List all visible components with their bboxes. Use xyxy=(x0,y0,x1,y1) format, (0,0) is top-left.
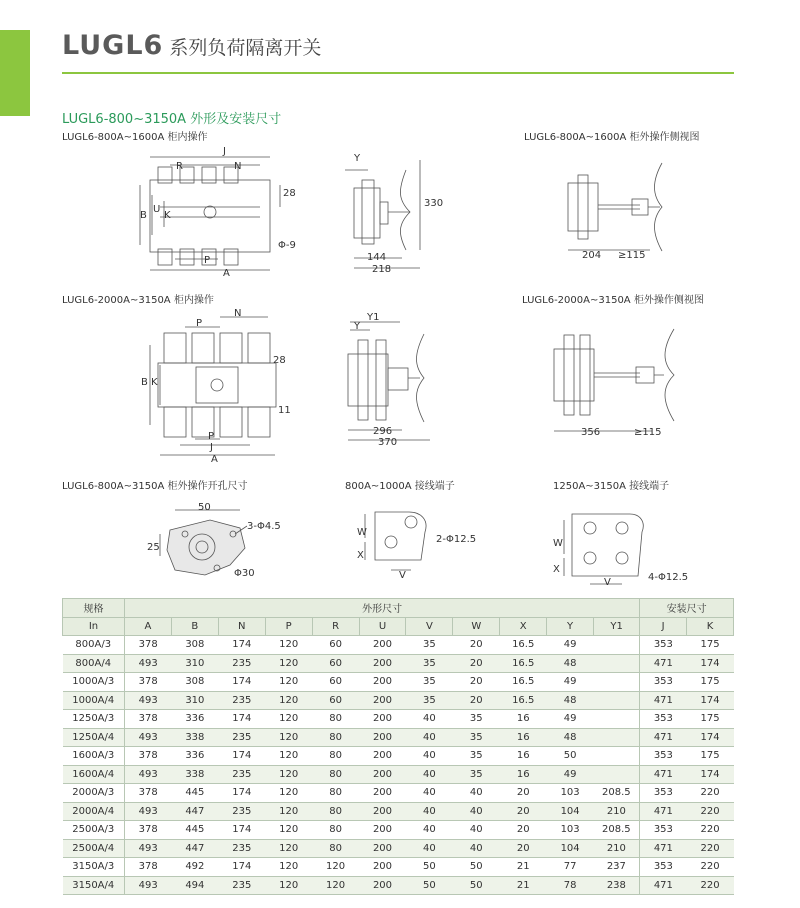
fig1-label-A: A xyxy=(223,268,230,279)
table-cell: 120 xyxy=(265,710,312,729)
table-cell: 120 xyxy=(265,673,312,692)
table-cell: 471 xyxy=(640,876,687,895)
table-cell: 338 xyxy=(171,765,218,784)
column-header-w: W xyxy=(453,617,500,636)
table-cell: 238 xyxy=(594,876,640,895)
table-cell: 1000A/4 xyxy=(63,691,125,710)
table-cell: 235 xyxy=(218,876,265,895)
fig7-caption: LUGL6-800A~3150A 柜外操作开孔尺寸 xyxy=(62,481,248,492)
table-cell: 60 xyxy=(312,636,359,655)
fig1-label-R: R xyxy=(176,161,183,172)
table-cell: 50 xyxy=(406,876,453,895)
table-cell: 174 xyxy=(218,636,265,655)
table-cell: 49 xyxy=(547,673,594,692)
table-cell: 120 xyxy=(265,802,312,821)
table-cell: 16 xyxy=(500,728,547,747)
table-row xyxy=(63,765,734,784)
dimension-table xyxy=(62,598,734,895)
table-cell: 336 xyxy=(171,747,218,766)
table-cell: 200 xyxy=(359,765,406,784)
table-cell: 493 xyxy=(125,876,172,895)
fig5-label-296: 296 xyxy=(373,426,393,437)
table-row xyxy=(63,654,734,673)
table-cell: 120 xyxy=(265,636,312,655)
green-side-tab xyxy=(0,30,30,116)
fig8-label-X: X xyxy=(357,550,364,561)
table-cell xyxy=(594,691,640,710)
column-header-k: K xyxy=(687,617,734,636)
table-group-header-row xyxy=(63,599,734,618)
table-row xyxy=(63,747,734,766)
table-cell: 174 xyxy=(218,821,265,840)
column-header-x: X xyxy=(500,617,547,636)
fig1-label-K: K xyxy=(164,210,171,221)
table-cell: 493 xyxy=(125,691,172,710)
table-cell: 40 xyxy=(453,821,500,840)
fig8-terminal-drawing xyxy=(355,498,435,583)
table-cell: 16.5 xyxy=(500,654,547,673)
table-cell: 40 xyxy=(453,784,500,803)
table-cell: 60 xyxy=(312,654,359,673)
table-cell: 235 xyxy=(218,802,265,821)
fig8-caption: 800A~1000A 接线端子 xyxy=(345,481,455,492)
table-cell: 2000A/4 xyxy=(63,802,125,821)
fig1-label-J: J xyxy=(223,146,226,157)
table-cell: 174 xyxy=(218,784,265,803)
fig7-label-phi30: Φ30 xyxy=(234,568,255,579)
table-cell: 471 xyxy=(640,654,687,673)
table-cell: 104 xyxy=(547,839,594,858)
table-cell: 493 xyxy=(125,765,172,784)
table-cell xyxy=(594,654,640,673)
table-cell: 40 xyxy=(406,802,453,821)
table-cell: 20 xyxy=(453,654,500,673)
fig1-label-B: B xyxy=(140,210,147,221)
table-cell xyxy=(594,765,640,784)
table-cell: 494 xyxy=(171,876,218,895)
fig4-label-28: 28 xyxy=(273,355,286,366)
table-cell: 493 xyxy=(125,802,172,821)
table-row xyxy=(63,876,734,895)
table-cell: 120 xyxy=(265,691,312,710)
table-cell: 378 xyxy=(125,858,172,877)
table-cell: 40 xyxy=(406,728,453,747)
page-title xyxy=(62,30,321,66)
table-cell: 120 xyxy=(265,876,312,895)
table-cell: 20 xyxy=(500,802,547,821)
fig3-outside-side-view-drawing xyxy=(560,155,690,265)
table-cell: 338 xyxy=(171,728,218,747)
table-cell: 35 xyxy=(453,710,500,729)
table-cell: 378 xyxy=(125,636,172,655)
fig3-label-204: 204 xyxy=(582,250,602,261)
fig1-label-P: P xyxy=(204,255,211,266)
table-cell: 493 xyxy=(125,654,172,673)
fig4-label-N: N xyxy=(234,308,242,319)
fig8-label-V: V xyxy=(399,570,406,581)
column-header-y: Y xyxy=(547,617,594,636)
table-cell: 208.5 xyxy=(594,821,640,840)
table-cell: 16 xyxy=(500,710,547,729)
table-cell: 235 xyxy=(218,654,265,673)
table-cell: 20 xyxy=(453,636,500,655)
table-cell: 174 xyxy=(687,654,734,673)
table-cell: 1000A/3 xyxy=(63,673,125,692)
table-cell: 210 xyxy=(594,802,640,821)
column-header-u: U xyxy=(359,617,406,636)
table-cell: 20 xyxy=(500,784,547,803)
table-cell: 800A/4 xyxy=(63,654,125,673)
table-cell: 175 xyxy=(687,636,734,655)
table-cell: 378 xyxy=(125,784,172,803)
table-column-header-row xyxy=(63,617,734,636)
table-cell: 378 xyxy=(125,710,172,729)
fig5-label-Y1: Y1 xyxy=(367,312,380,323)
table-cell: 200 xyxy=(359,728,406,747)
fig6-label-356: 356 xyxy=(581,427,601,438)
fig4-label-P: P xyxy=(196,318,203,329)
fig4-caption: LUGL6-2000A~3150A 柜内操作 xyxy=(62,295,214,306)
table-cell: 60 xyxy=(312,691,359,710)
table-row xyxy=(63,802,734,821)
table-cell: 16 xyxy=(500,765,547,784)
table-cell: 378 xyxy=(125,673,172,692)
table-cell: 200 xyxy=(359,802,406,821)
table-cell: 120 xyxy=(265,784,312,803)
table-cell: 308 xyxy=(171,673,218,692)
table-cell: 235 xyxy=(218,839,265,858)
table-row xyxy=(63,858,734,877)
table-cell: 120 xyxy=(312,858,359,877)
table-cell: 120 xyxy=(265,765,312,784)
table-cell: 80 xyxy=(312,728,359,747)
table-cell: 35 xyxy=(406,654,453,673)
table-cell: 174 xyxy=(687,728,734,747)
fig9-label-4phi125: 4-Φ12.5 xyxy=(648,572,689,583)
table-cell: 210 xyxy=(594,839,640,858)
table-cell: 220 xyxy=(687,821,734,840)
fig4-label-P-bottom: P xyxy=(208,431,215,442)
table-cell: 336 xyxy=(171,710,218,729)
table-cell: 200 xyxy=(359,784,406,803)
table-cell: 200 xyxy=(359,654,406,673)
table-cell xyxy=(594,747,640,766)
table-cell: 50 xyxy=(406,858,453,877)
table-cell: 310 xyxy=(171,691,218,710)
table-cell: 35 xyxy=(406,691,453,710)
table-cell: 200 xyxy=(359,673,406,692)
table-cell: 493 xyxy=(125,839,172,858)
column-header-y1: Y1 xyxy=(594,617,640,636)
column-header-p: P xyxy=(265,617,312,636)
table-cell: 220 xyxy=(687,858,734,877)
table-cell: 80 xyxy=(312,747,359,766)
table-cell: 20 xyxy=(453,691,500,710)
table-cell: 200 xyxy=(359,710,406,729)
table-cell: 80 xyxy=(312,765,359,784)
fig7-label-50: 50 xyxy=(198,502,211,513)
table-cell: 80 xyxy=(312,710,359,729)
table-cell: 120 xyxy=(265,747,312,766)
fig3-label-115: ≥115 xyxy=(618,250,646,261)
table-cell: 175 xyxy=(687,710,734,729)
table-cell: 120 xyxy=(265,839,312,858)
table-cell: 49 xyxy=(547,710,594,729)
fig5-label-370: 370 xyxy=(378,437,398,448)
table-cell: 78 xyxy=(547,876,594,895)
column-header-n: N xyxy=(218,617,265,636)
table-cell: 471 xyxy=(640,802,687,821)
fig4-label-11: 11 xyxy=(278,405,291,416)
table-cell: 35 xyxy=(453,765,500,784)
table-cell: 445 xyxy=(171,784,218,803)
table-cell: 40 xyxy=(453,839,500,858)
column-header-v: V xyxy=(406,617,453,636)
table-cell: 174 xyxy=(687,765,734,784)
table-cell: 103 xyxy=(547,784,594,803)
table-cell: 20 xyxy=(500,839,547,858)
table-cell: 2000A/3 xyxy=(63,784,125,803)
table-cell: 1600A/4 xyxy=(63,765,125,784)
fig2-label-Y: Y xyxy=(354,153,361,164)
fig9-label-V: V xyxy=(604,577,611,588)
table-cell: 235 xyxy=(218,765,265,784)
fig8-label-W: W xyxy=(357,527,367,538)
table-row xyxy=(63,728,734,747)
table-cell: 471 xyxy=(640,839,687,858)
table-row xyxy=(63,673,734,692)
table-cell: 80 xyxy=(312,821,359,840)
table-cell: 174 xyxy=(218,673,265,692)
table-cell: 1600A/3 xyxy=(63,747,125,766)
table-cell xyxy=(594,710,640,729)
table-cell: 308 xyxy=(171,636,218,655)
fig4-front-view-drawing xyxy=(140,305,290,465)
table-cell: 471 xyxy=(640,728,687,747)
table-cell: 40 xyxy=(453,802,500,821)
table-cell: 50 xyxy=(547,747,594,766)
table-cell: 493 xyxy=(125,728,172,747)
table-cell: 48 xyxy=(547,654,594,673)
table-cell: 200 xyxy=(359,636,406,655)
fig9-label-X: X xyxy=(553,564,560,575)
table-cell: 16.5 xyxy=(500,691,547,710)
table-cell xyxy=(594,728,640,747)
table-cell: 353 xyxy=(640,636,687,655)
table-cell: 800A/3 xyxy=(63,636,125,655)
fig6-caption: LUGL6-2000A~3150A 柜外操作侧视图 xyxy=(522,295,704,306)
table-row xyxy=(63,839,734,858)
table-cell: 353 xyxy=(640,784,687,803)
column-header-r: R xyxy=(312,617,359,636)
table-cell: 174 xyxy=(218,747,265,766)
table-cell: 40 xyxy=(406,821,453,840)
table-cell: 35 xyxy=(406,673,453,692)
table-cell: 120 xyxy=(265,728,312,747)
table-cell: 310 xyxy=(171,654,218,673)
table-cell: 200 xyxy=(359,747,406,766)
table-cell: 175 xyxy=(687,673,734,692)
table-row xyxy=(63,784,734,803)
table-cell: 60 xyxy=(312,673,359,692)
fig1-label-28: 28 xyxy=(283,188,296,199)
table-cell: 1250A/4 xyxy=(63,728,125,747)
table-cell: 1250A/3 xyxy=(63,710,125,729)
table-cell: 353 xyxy=(640,710,687,729)
table-cell: 80 xyxy=(312,784,359,803)
table-cell: 200 xyxy=(359,821,406,840)
table-cell: 120 xyxy=(265,654,312,673)
title-divider xyxy=(62,72,734,74)
table-cell: 175 xyxy=(687,747,734,766)
fig7-label-25: 25 xyxy=(147,542,160,553)
table-cell: 16 xyxy=(500,747,547,766)
fig7-cutout-drawing xyxy=(145,500,275,590)
table-cell: 235 xyxy=(218,728,265,747)
table-cell: 3150A/4 xyxy=(63,876,125,895)
table-cell: 21 xyxy=(500,858,547,877)
table-cell: 174 xyxy=(218,858,265,877)
column-header-in: In xyxy=(63,617,125,636)
table-cell: 200 xyxy=(359,876,406,895)
table-cell: 378 xyxy=(125,747,172,766)
table-cell: 174 xyxy=(218,710,265,729)
table-cell: 120 xyxy=(312,876,359,895)
table-cell: 120 xyxy=(265,821,312,840)
fig5-label-Y: Y xyxy=(354,321,361,332)
table-cell: 237 xyxy=(594,858,640,877)
table-cell xyxy=(594,673,640,692)
fig1-caption: LUGL6-800A~1600A 柜内操作 xyxy=(62,132,208,143)
table-cell: 35 xyxy=(453,747,500,766)
fig2-label-218: 218 xyxy=(372,264,392,275)
table-cell: 208.5 xyxy=(594,784,640,803)
table-cell: 16.5 xyxy=(500,636,547,655)
table-cell: 471 xyxy=(640,765,687,784)
table-cell: 220 xyxy=(687,784,734,803)
table-cell xyxy=(594,636,640,655)
table-cell: 445 xyxy=(171,821,218,840)
table-cell: 48 xyxy=(547,728,594,747)
header-install: 安装尺寸 xyxy=(640,599,734,618)
table-cell: 353 xyxy=(640,673,687,692)
title-subtitle: 系列负荷隔离开关 xyxy=(169,37,322,59)
table-cell: 200 xyxy=(359,691,406,710)
fig2-label-330: 330 xyxy=(424,198,444,209)
table-cell: 16.5 xyxy=(500,673,547,692)
table-cell: 40 xyxy=(406,839,453,858)
table-row xyxy=(63,821,734,840)
fig2-label-144: 144 xyxy=(367,252,387,263)
table-body xyxy=(63,636,734,895)
table-cell: 20 xyxy=(453,673,500,692)
table-cell: 50 xyxy=(453,876,500,895)
table-cell: 378 xyxy=(125,821,172,840)
fig1-label-U: U xyxy=(153,204,161,215)
fig1-label-phi9: Φ-9 xyxy=(278,240,296,251)
table-cell: 220 xyxy=(687,802,734,821)
column-header-b: B xyxy=(171,617,218,636)
section-title: LUGL6-800~3150A 外形及安装尺寸 xyxy=(62,112,282,127)
table-cell: 103 xyxy=(547,821,594,840)
table-cell: 35 xyxy=(453,728,500,747)
table-cell: 353 xyxy=(640,858,687,877)
table-cell: 120 xyxy=(265,858,312,877)
table-cell: 3150A/3 xyxy=(63,858,125,877)
fig6-label-115: ≥115 xyxy=(634,427,662,438)
table-cell: 104 xyxy=(547,802,594,821)
table-cell: 200 xyxy=(359,858,406,877)
fig8-label-2phi125: 2-Φ12.5 xyxy=(436,534,477,545)
fig7-label-3phi45: 3-Φ4.5 xyxy=(247,521,281,532)
table-cell: 50 xyxy=(453,858,500,877)
table-cell: 220 xyxy=(687,876,734,895)
table-cell: 49 xyxy=(547,765,594,784)
table-cell: 20 xyxy=(500,821,547,840)
table-row xyxy=(63,636,734,655)
table-cell: 80 xyxy=(312,802,359,821)
table-cell: 447 xyxy=(171,802,218,821)
table-cell: 353 xyxy=(640,747,687,766)
table-cell: 174 xyxy=(687,691,734,710)
table-cell: 2500A/4 xyxy=(63,839,125,858)
fig9-caption: 1250A~3150A 接线端子 xyxy=(553,481,670,492)
header-spec: 规格 xyxy=(63,599,125,618)
fig1-label-N: N xyxy=(234,161,242,172)
column-header-j: J xyxy=(640,617,687,636)
table-cell: 21 xyxy=(500,876,547,895)
column-header-a: A xyxy=(125,617,172,636)
table-row xyxy=(63,710,734,729)
table-cell: 2500A/3 xyxy=(63,821,125,840)
table-cell: 220 xyxy=(687,839,734,858)
table-cell: 492 xyxy=(171,858,218,877)
fig4-label-K: K xyxy=(151,377,158,388)
header-dimensions: 外形尺寸 xyxy=(125,599,640,618)
fig4-label-B: B xyxy=(141,377,148,388)
fig4-label-A: A xyxy=(211,454,218,465)
table-cell: 447 xyxy=(171,839,218,858)
fig4-label-J: J xyxy=(210,442,213,453)
table-cell: 80 xyxy=(312,839,359,858)
table-cell: 235 xyxy=(218,691,265,710)
table-cell: 77 xyxy=(547,858,594,877)
table-cell: 200 xyxy=(359,839,406,858)
fig6-outside-side-view-drawing xyxy=(540,315,690,440)
table-cell: 40 xyxy=(406,710,453,729)
table-cell: 48 xyxy=(547,691,594,710)
fig3-caption: LUGL6-800A~1600A 柜外操作侧视图 xyxy=(524,132,700,143)
table-cell: 40 xyxy=(406,784,453,803)
fig9-label-W: W xyxy=(553,538,563,549)
table-row xyxy=(63,691,734,710)
table-cell: 40 xyxy=(406,747,453,766)
table-cell: 35 xyxy=(406,636,453,655)
brand-name: LUGL6 xyxy=(62,30,164,61)
table-cell: 49 xyxy=(547,636,594,655)
table-cell: 353 xyxy=(640,821,687,840)
table-cell: 40 xyxy=(406,765,453,784)
table-cell: 471 xyxy=(640,691,687,710)
